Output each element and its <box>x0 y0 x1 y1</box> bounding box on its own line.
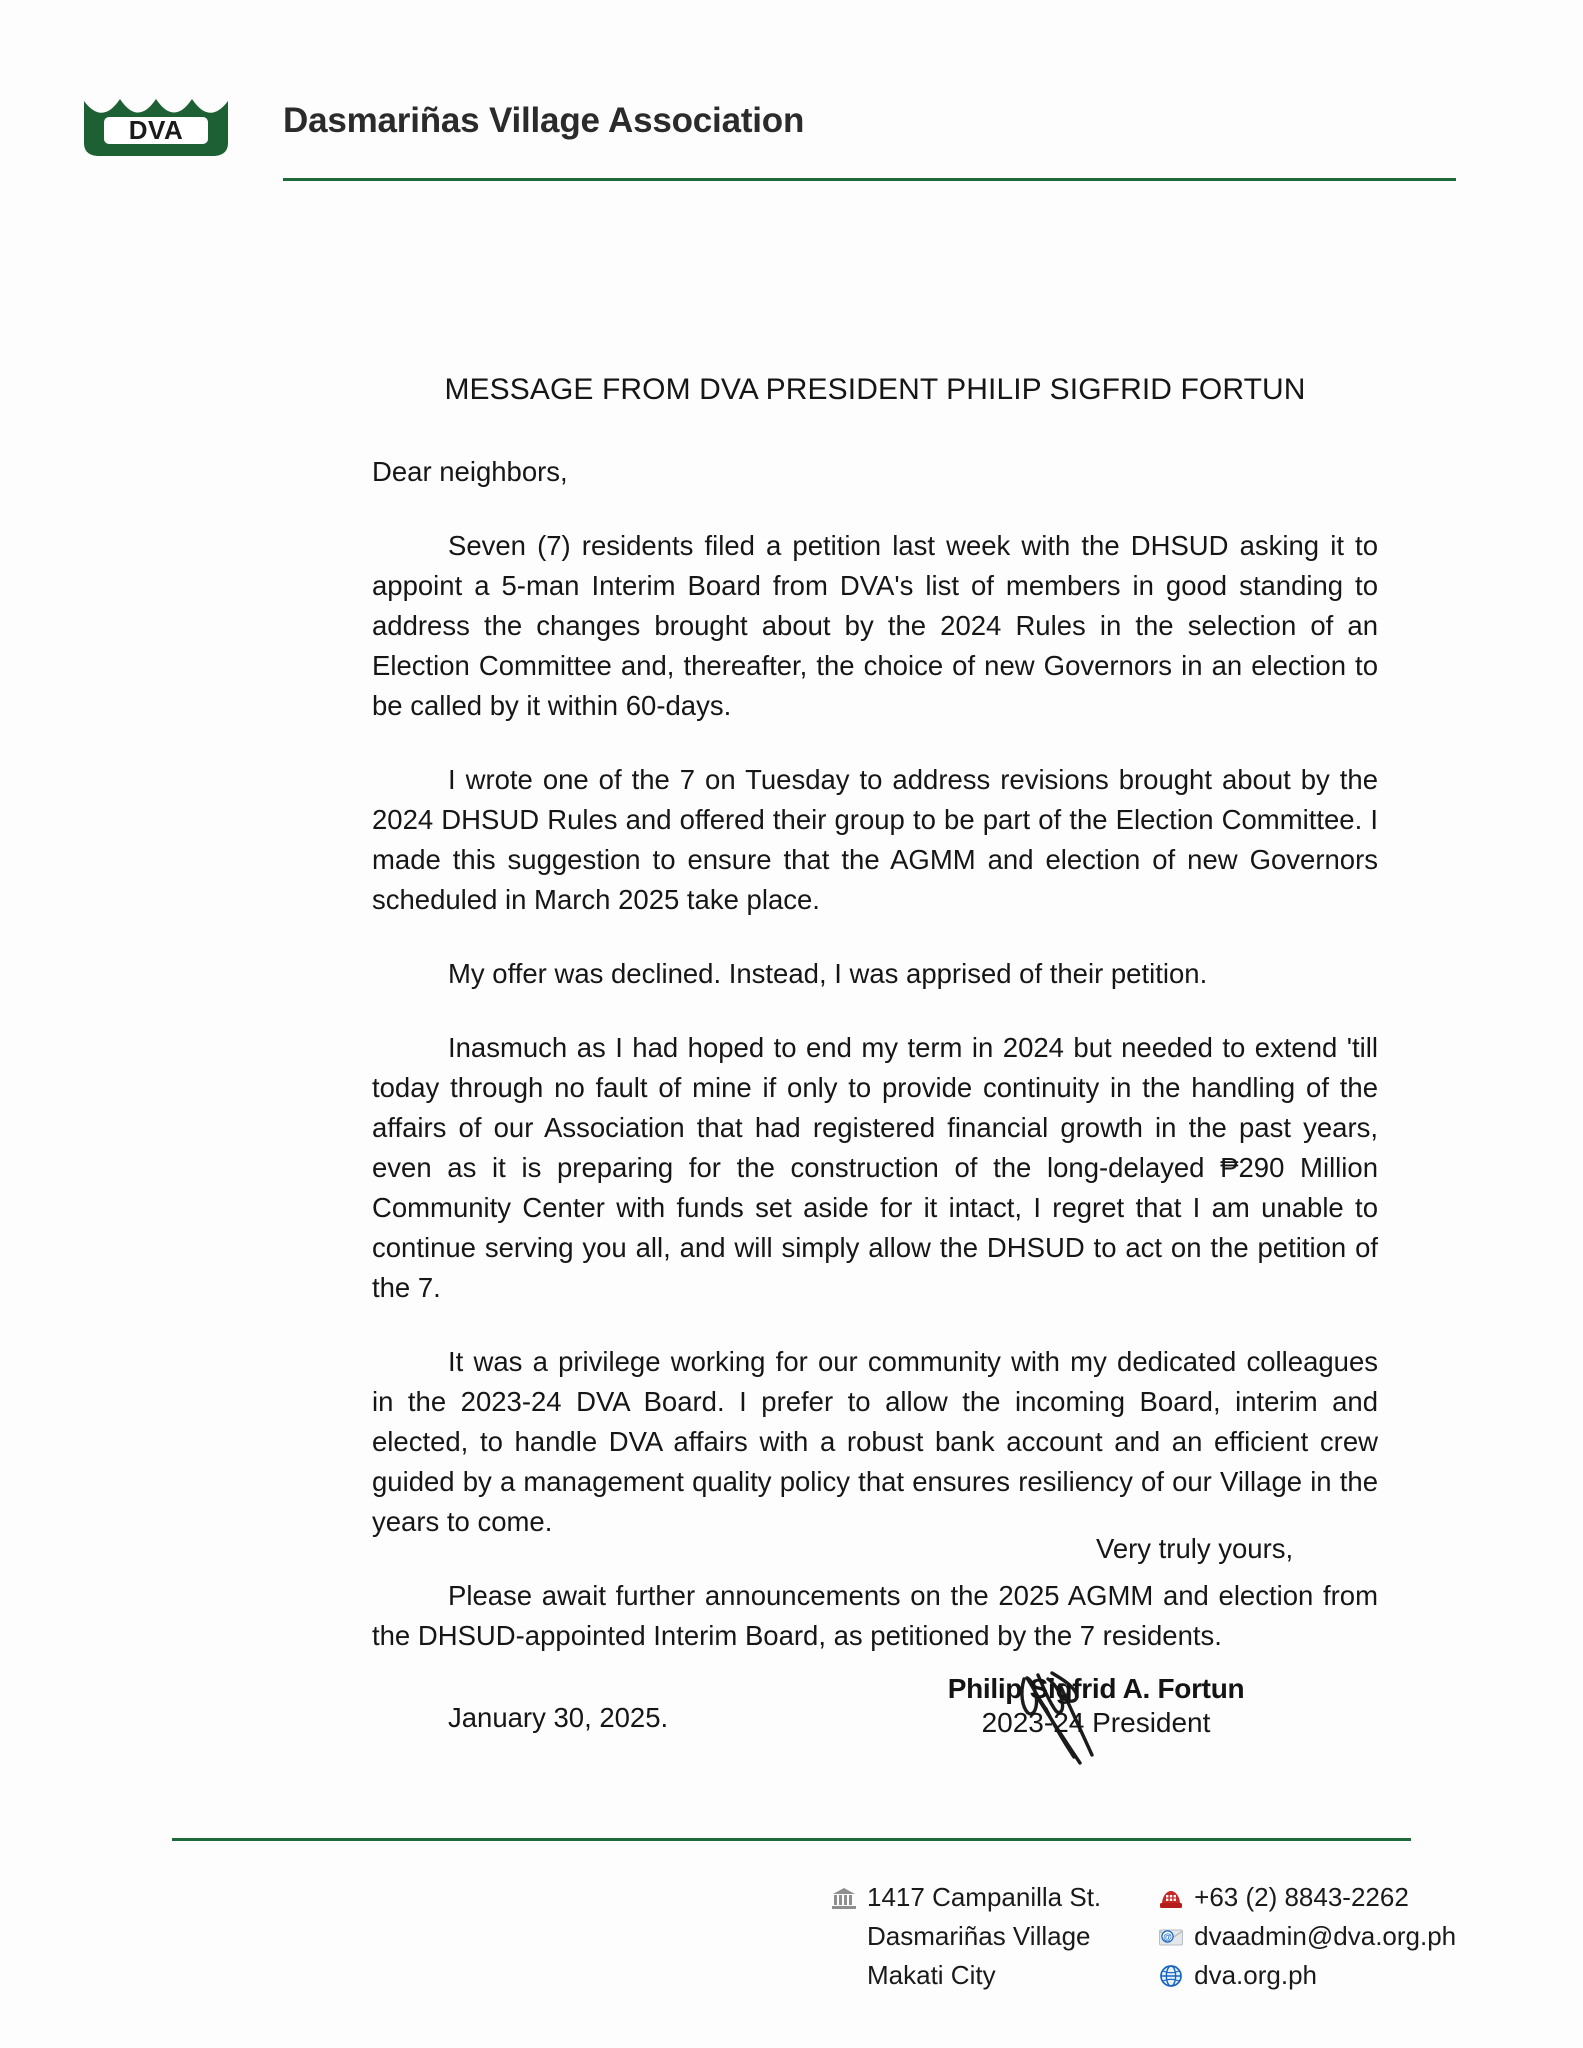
footer-phone-line <box>1157 1878 1456 1917</box>
svg-text:DVA: DVA <box>128 115 184 145</box>
paragraph: I wrote one of the 7 on Tuesday to address revisions brought about by the 2024 DHSUD Rules and offered their group to be part of the Election Committee. I made this suggestion to ensure that the AGMM and election of new Governors scheduled in March 2025 take place. <box>372 764 1378 915</box>
letter-title: MESSAGE FROM DVA PRESIDENT PHILIP SIGFRID FORTUN <box>444 373 1306 406</box>
telephone-icon <box>1157 1884 1185 1912</box>
signer-role: 2023-24 President <box>981 1707 1211 1738</box>
footer-email: dvaadmin@dva.org.ph <box>1194 1921 1457 1951</box>
footer-website: dva.org.ph <box>1194 1960 1318 1990</box>
footer-website-line <box>1157 1956 1456 1995</box>
paragraph: My offer was declined. Instead, I was apprised of their petition. <box>448 958 1208 989</box>
letterhead <box>0 0 1583 200</box>
header-divider <box>283 178 1456 181</box>
footer-address-line <box>830 1917 1101 1956</box>
dva-logo-icon <box>82 95 230 158</box>
footer-email-line <box>1157 1917 1456 1956</box>
footer-phone: +63 (2) 8843-2262 <box>1194 1882 1409 1912</box>
footer-divider <box>172 1838 1411 1841</box>
closing-salutation: Very truly yours, <box>1096 1533 1294 1564</box>
footer-address-2: Dasmariñas Village <box>867 1921 1091 1951</box>
footer-address-line <box>830 1956 1101 1995</box>
letter-date: January 30, 2025. <box>448 1702 669 1733</box>
building-icon <box>830 1884 858 1912</box>
svg-text:@: @ <box>1163 1931 1173 1942</box>
signer-name: Philip Sigfrid A. Fortun <box>947 1673 1245 1704</box>
footer-address-column <box>830 1878 1101 1995</box>
signature-block <box>948 1672 1245 1740</box>
org-name: Dasmariñas Village Association <box>283 101 805 140</box>
footer-address-1: 1417 Campanilla St. <box>867 1882 1102 1912</box>
footer-address-line <box>830 1878 1101 1917</box>
salutation: Dear neighbors, <box>372 456 568 487</box>
email-icon <box>1157 1923 1185 1951</box>
paragraph: Please await further announcements on the 2025 AGMM and election from the DHSUD-appointed Interim Board, as petitioned by the 7 residents. <box>372 1580 1378 1651</box>
globe-icon <box>1157 1962 1185 1990</box>
paragraph: Inasmuch as I had hoped to end my term in 2024 but needed to extend 'till today through no fault of mine if only to provide continuity in the handling of the affairs of our Association that had registered financial growth in the past years, even as it is preparing for the construction of the long-delayed ₱290 Million Community Center with funds set aside for it intact, I regret that I am unable to continue serving you all, and will simply allow the DHSUD to act on the petition of the 7. <box>372 1032 1378 1303</box>
footer-contact-column <box>1157 1878 1456 1995</box>
footer-contact <box>830 1878 1456 1995</box>
paragraph: It was a privilege working for our community with my dedicated colleagues in the 2023-24 DVA Board. I prefer to allow the incoming Board, interim and elected, to handle DVA affairs with a robust bank account and an efficient crew guided by a management quality policy that ensures resiliency of our Village in the years to come. <box>372 1346 1378 1537</box>
paragraph: Seven (7) residents filed a petition last week with the DHSUD asking it to appoint a 5-man Interim Board from DVA's list of members in good standing to address the changes brought about by the 2024 Rules in the selection of an Election Committee and, thereafter, the choice of new Governors in an election to be called by it within 60-days. <box>372 530 1378 721</box>
footer-address-3: Makati City <box>867 1960 996 1990</box>
